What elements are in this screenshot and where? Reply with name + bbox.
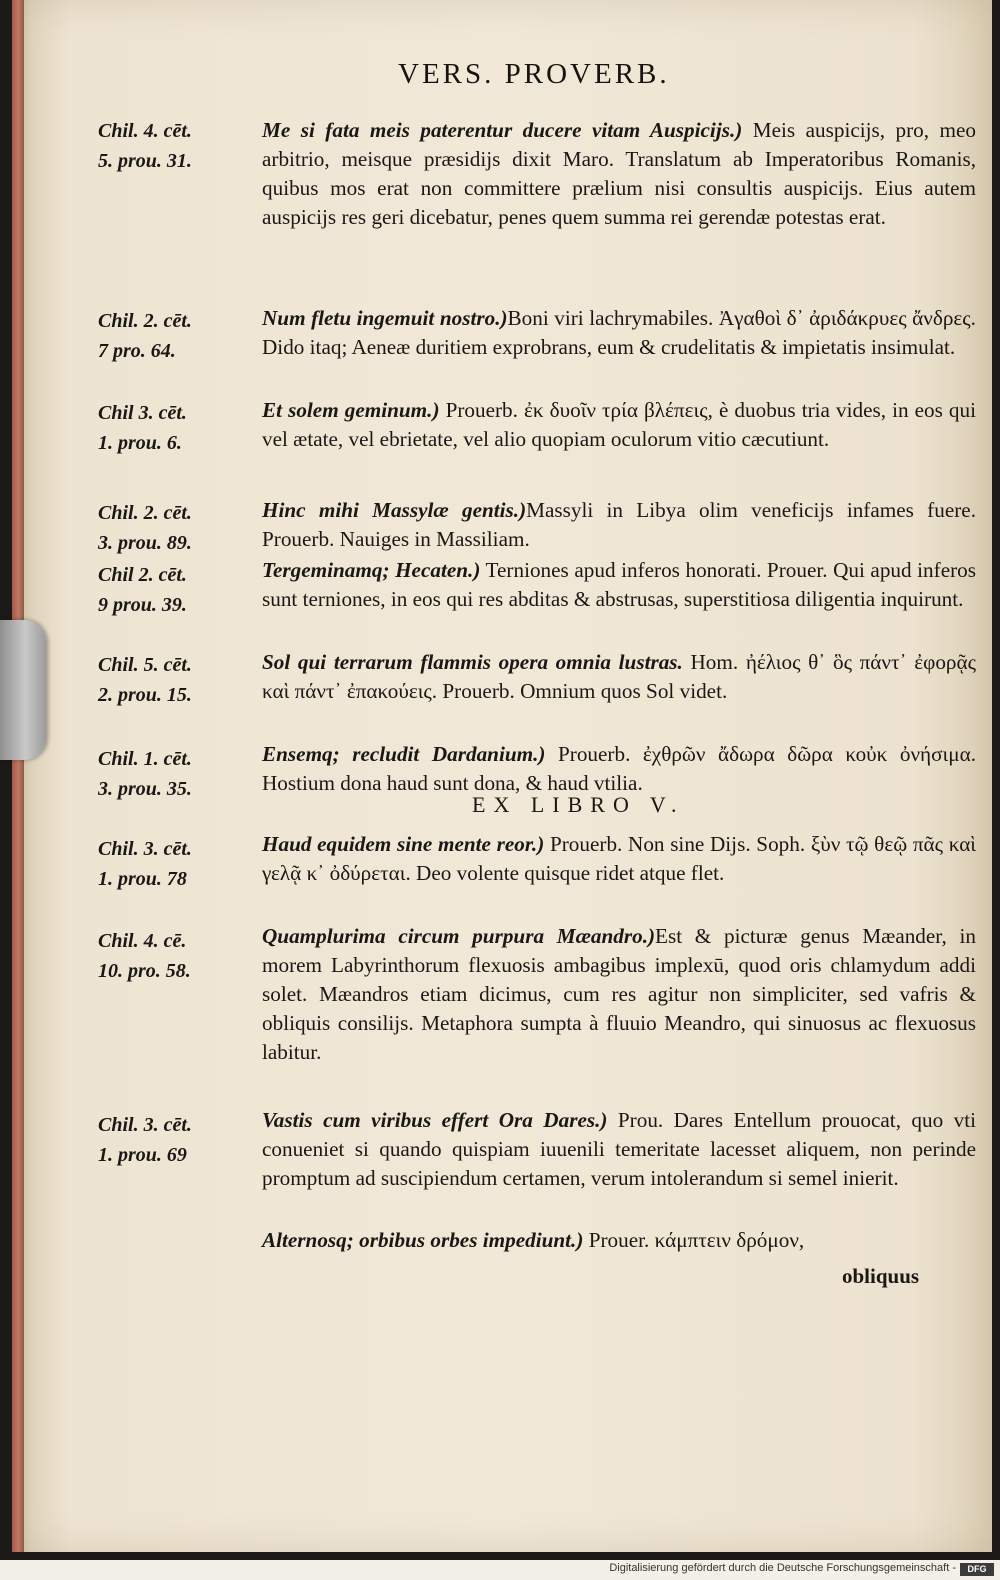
margin-reference: Chil. 2. cēt. 3. prou. 89. <box>98 502 192 554</box>
entry-text <box>234 1226 976 1255</box>
lemma: Sol qui terrarum flammis opera omnia lustras. <box>262 650 683 674</box>
lemma: Vastis cum viribus effert Ora Dares.) <box>262 1108 608 1132</box>
commentary: Meis auspicijs, pro, meo arbitrio, meisque præsidijs dixit Maro. Translatum ab Imperatoribus Romanis, quibus mos erat non committere prælium nisi consultis auspicijs. Eius autem auspicijs res geri dicebatur, penes quem summa rei gerendæ potestas erat. <box>262 118 977 229</box>
catchword: obliquus <box>842 1264 920 1288</box>
footer-bar <box>0 1560 1000 1580</box>
margin-reference: Chil. 2. cēt. 7 pro. 64. <box>98 310 192 362</box>
margin-reference: Chil 2. cēt. 9 prou. 39. <box>98 564 187 616</box>
lemma: Tergeminamq; Hecaten.) <box>262 558 481 582</box>
entry-text <box>234 648 976 706</box>
commentary: Hom. ἠέλιος θ᾽ ὃς πάντ᾽ ἐφορᾷς καὶ πάντ᾽ ἐπακούεις. Prouerb. Omnium quos Sol videt. <box>262 650 976 703</box>
entry-text <box>234 740 976 798</box>
commentary: Est & picturæ genus Mæander, in morem Labyrinthorum flexuosis ambagibus implexū, quod oris chlamydum addi solet. Mæandros etiam dicimus, cum res agitur non simpliciter, sed vafris & obliquis consilijs. Metaphora sumpta à fluuio Meandro, qui sinuosus ac flexuosus labitur. <box>262 924 976 1064</box>
lemma: Quamplurima circum purpura Mæandro.) <box>262 924 656 948</box>
margin-reference: Chil. 4. cēt. 5. prou. 31. <box>98 120 192 172</box>
entry-text <box>234 922 976 1067</box>
margin-reference: Chil. 5. cēt. 2. prou. 15. <box>98 654 192 706</box>
lemma: Alternosq; orbibus orbes impediunt.) <box>262 1228 584 1252</box>
commentary: Prouerb. ἐχθρῶν ἄδωρα δῶρα κοὐκ ὀνήσιμα. Hostium dona haud sunt dona, & haud vtilia. <box>262 742 976 795</box>
entry-text <box>234 304 976 362</box>
commentary: Prou. Dares Entellum prouocat, quo vti conueniet si quando quispiam iuuenili temeritate lacesset aliquem, non perinde promptum ad suscipiendum certamen, verum intolerandum si semel inierit. <box>262 1108 976 1190</box>
entry-text <box>234 1106 976 1193</box>
commentary: Massyli in Libya olim veneficijs infames fuere. Prouerb. Nauiges in Massiliam. <box>262 498 976 551</box>
margin-reference: Chil. 3. cēt. 1. prou. 69 <box>98 1114 192 1166</box>
commentary: Prouerb. ἐκ δυοῖν τρία βλέπεις, è duobus tria vides, in eos qui vel ætate, vel ebrietate, vel alio quopiam oculorum vitio cæcutiunt. <box>262 398 976 451</box>
margin-reference: Chil. 1. cēt. 3. prou. 35. <box>98 748 192 800</box>
entry-text <box>234 556 976 614</box>
running-head: VERS. PROVERB. <box>398 58 670 90</box>
entry-text <box>234 830 976 888</box>
section-heading: EX LIBRO V. <box>472 792 685 817</box>
dfg-logo: DFG <box>960 1563 994 1576</box>
commentary: Prouerb. Non sine Dijs. Soph. ξὺν τῷ θεῷ πᾶς καὶ γελᾷ κ᾽ ὀδύρεται. Deo volente quisque ridet atque flet. <box>262 832 977 885</box>
commentary: Terniones apud inferos honorati. Prouer. Qui apud inferos sunt terniones, in eos qui res abditas & abstrusas, superstitiosa diligentia inquirunt. <box>262 558 977 611</box>
lemma: Num fletu ingemuit nostro.) <box>262 306 508 330</box>
commentary: Prouer. κάμπτειν δρόμον, <box>583 1228 805 1252</box>
commentary: Boni viri lachrymabiles. Ἀγαθοὶ δ᾽ ἀριδάκρυες ἄνδρες. Dido itaq; Aeneæ duritiem exprobrans, eum & crudelitatis & impietatis insimulat. <box>262 306 976 359</box>
margin-reference: Chil. 3. cēt. 1. prou. 78 <box>98 838 192 890</box>
lemma: Me si fata meis paterentur ducere vitam Auspicijs.) <box>262 118 743 142</box>
lemma: Ensemq; recludit Dardanium.) <box>262 742 546 766</box>
margin-reference: Chil. 4. cē. 10. pro. 58. <box>98 930 191 982</box>
entry-text <box>234 116 976 232</box>
funding-notice: Digitalisierung gefördert durch die Deutsche Forschungsgemeinschaft - <box>609 1562 956 1574</box>
lemma: Et solem geminum.) <box>262 398 440 422</box>
lemma: Haud equidem sine mente reor.) <box>262 832 545 856</box>
lemma: Hinc mihi Massylæ gentis.) <box>262 498 527 522</box>
entry-text <box>234 396 976 454</box>
entry-text <box>234 496 976 554</box>
margin-reference: Chil 3. cēt. 1. prou. 6. <box>98 402 187 454</box>
